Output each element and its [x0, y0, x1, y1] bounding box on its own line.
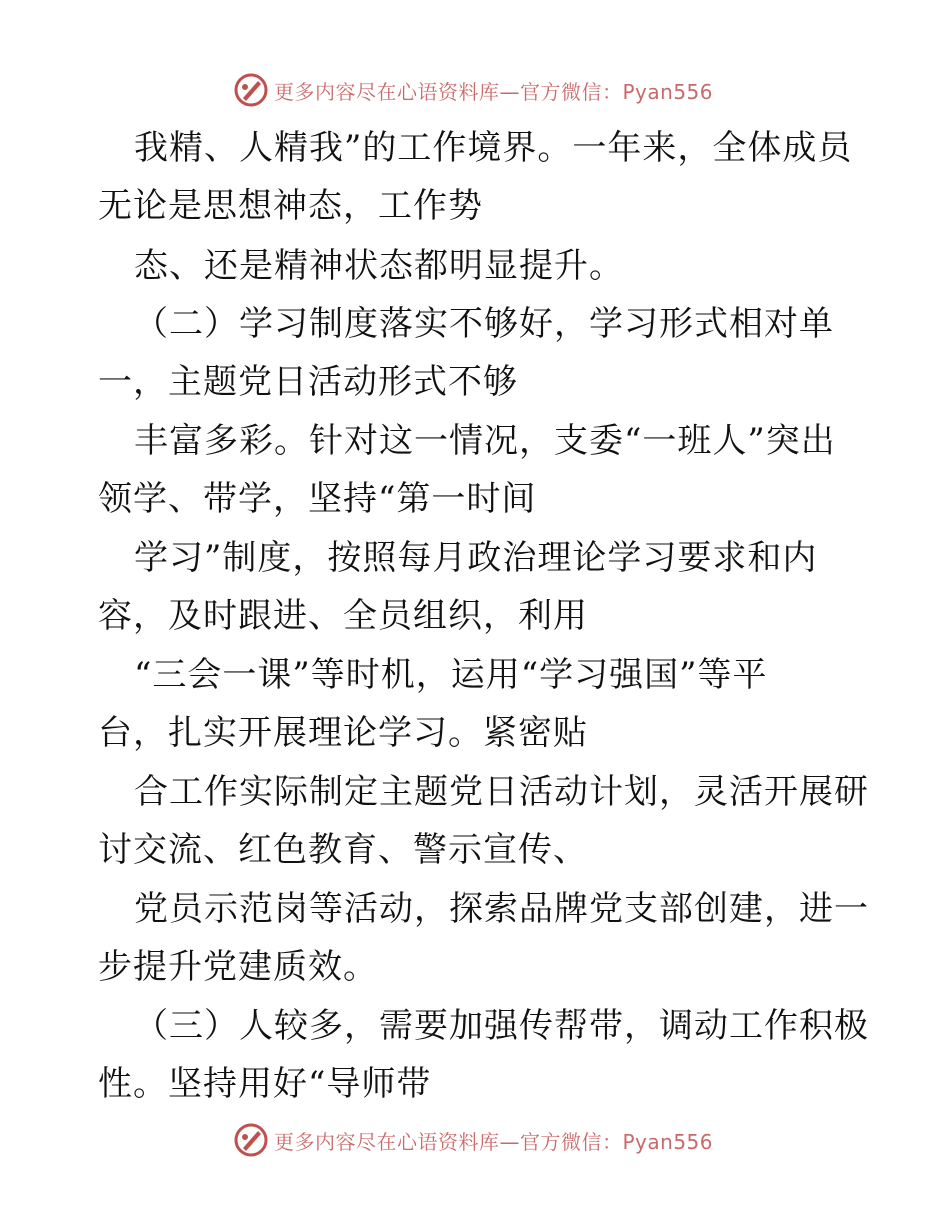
body-line: 步提升党建质效。	[98, 947, 378, 987]
header-banner-text: 更多内容尽在心语资料库—官方微信：Pyan556	[274, 79, 714, 104]
body-line: 丰富多彩。针对这一情况，支委“一班人”突出	[134, 421, 836, 461]
body-line: 台，扎实开展理论学习。紧密贴	[98, 713, 588, 753]
pen-logo-icon	[234, 1123, 268, 1157]
body-line: “三会一课”等时机，运用“学习强国”等平	[134, 655, 768, 695]
body-line: 合工作实际制定主题党日活动计划，灵活开展研	[134, 772, 869, 812]
body-line: 领学、带学，坚持“第一时间	[98, 479, 537, 519]
body-line: （三）人较多，需要加强传帮带，调动工作积极	[134, 1006, 869, 1046]
body-line: （二）学习制度落实不够好，学习形式相对单	[134, 304, 834, 344]
footer-banner-text: 更多内容尽在心语资料库—官方微信：Pyan556	[274, 1129, 714, 1154]
body-line: 党员示范岗等活动，探索品牌党支部创建，进一	[134, 889, 869, 929]
footer-banner	[234, 1120, 713, 1160]
body-line: 学习”制度，按照每月政治理论学习要求和内	[134, 538, 818, 578]
pen-logo-icon	[234, 73, 268, 107]
body-line: 容，及时跟进、全员组织，利用	[98, 596, 588, 636]
header-banner	[234, 70, 713, 110]
body-line: 讨交流、红色教育、警示宣传、	[98, 830, 588, 870]
body-line: 态、还是精神状态都明显提升。	[134, 246, 624, 286]
body-line: 一，主题党日活动形式不够	[98, 362, 518, 402]
body-line: 我精、人精我”的工作境界。一年来，全体成员	[134, 128, 853, 168]
body-line: 性。坚持用好“导师带	[98, 1064, 432, 1104]
body-line: 无论是思想神态，工作势	[98, 186, 483, 226]
